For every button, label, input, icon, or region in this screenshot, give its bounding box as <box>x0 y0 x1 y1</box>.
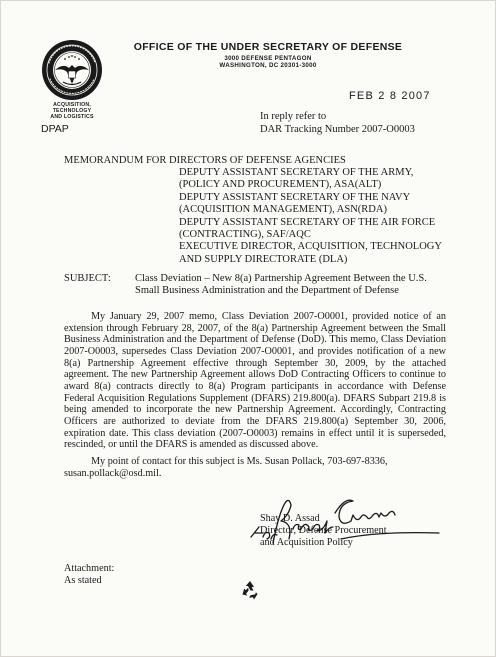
signer-name: Shay D. Assad <box>260 513 320 524</box>
subject-text: Class Deviation – New 8(a) Partnership Agreement Between the U.S. Small Business Administration and the Department of Defense <box>135 273 427 297</box>
body-paragraph-1: My January 29, 2007 memo, Class Deviation 2007-O0001, provided notice of an extension through February 28, 2007, of the 8(a) Partnership Agreement between the Small Business Administration and the Department of Defense (DoD). This memo, Class Deviation 2007-O0003, supersedes Class Deviation 2007-O0001, and provides notification of a new 8(a) Partnership Agreement effective through September 30, 2009, by the attached agreement. The new Partnership Agreement allows DoD Contracting Officers to continue to award 8(a) contracts directly to 8(a) Program participants in accordance with Defense Federal Acquisition Regulations Supplement (DFARS) 219.800(a). DFARS Subpart 219.8 is being amended to incorporate the new Partnership Agreement. Accordingly, Contracting Officers are authorized to deviate from the DFARS 219.800(a) September 30, 2006, expiration date. This class deviation (2007-O0003) remains in effect until it is superseded, rescinded, or until the DFARS is amended as discussed above. <box>64 311 446 451</box>
seal-caption-line: ACQUISITION, <box>53 102 91 108</box>
seal-caption <box>37 102 107 120</box>
addressee-line: DEPUTY ASSISTANT SECRETARY OF THE ARMY, <box>179 167 414 178</box>
body-paragraph-2: My point of contact for this subject is Ms. Susan Pollack, 703-697-8336, susan.pollack@osd.mil. <box>64 456 388 479</box>
attachment-value: As stated <box>64 575 102 586</box>
addressee-line: AND SUPPLY DIRECTORATE (DLA) <box>179 253 348 265</box>
signature-block <box>260 513 387 549</box>
seal-caption-line: AND LOGISTICS <box>50 114 94 120</box>
tracking-number: DAR Tracking Number 2007-O0003 <box>260 124 415 135</box>
office-title: OFFICE OF THE UNDER SECRETARY OF DEFENSE <box>133 41 403 53</box>
reply-refer-label: In reply refer to <box>260 111 327 122</box>
date-stamp: FEB 2 8 2007 <box>349 90 431 102</box>
memo-heading: MEMORANDUM FOR DIRECTORS OF DEFENSE AGENCIES <box>64 155 346 166</box>
address-line-1: 3000 DEFENSE PENTAGON <box>224 55 312 62</box>
addressee-line: DEPUTY ASSISTANT SECRETARY OF THE NAVY <box>179 191 411 203</box>
addressee-line: (ACQUISITION MANAGEMENT), ASN(RDA) <box>179 204 387 216</box>
signer-title-2: and Acquisition Policy <box>260 537 353 548</box>
signer-title-1: Director, Defense Procurement <box>260 525 387 536</box>
addressee-line: (POLICY AND PROCUREMENT), ASA(ALT) <box>179 179 382 191</box>
addressee-line: DEPUTY ASSISTANT SECRETARY OF THE AIR FORCE <box>179 216 436 228</box>
addressee-line: (CONTRACTING), SAF/AQC <box>179 229 311 241</box>
attachment-block <box>64 563 114 587</box>
addressee-line: EXECUTIVE DIRECTOR, ACQUISITION, TECHNOLOGY <box>179 241 442 253</box>
division-code: DPAP <box>41 123 69 135</box>
subject-label: SUBJECT: <box>64 273 111 284</box>
memo-addressees <box>179 167 442 266</box>
recycle-icon <box>239 579 261 601</box>
address-line-2: WASHINGTON, DC 20301-3000 <box>219 62 317 69</box>
attachment-label: Attachment: <box>64 563 115 574</box>
seal-caption-line: TECHNOLOGY <box>52 108 92 114</box>
